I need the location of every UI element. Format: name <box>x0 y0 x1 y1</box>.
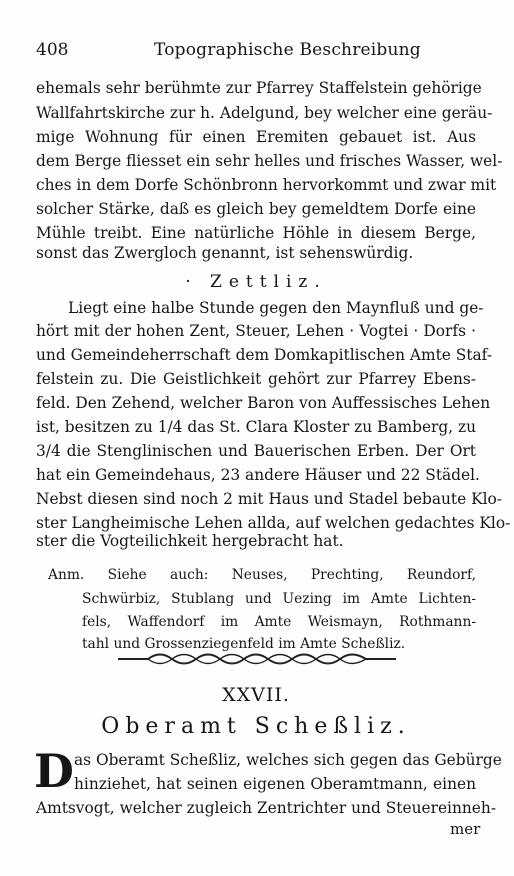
text-line: Mühle treibt. Eine natürliche Höhle in diesem Berge, <box>36 224 476 242</box>
ornamental-divider <box>118 652 396 666</box>
page-header <box>36 40 476 62</box>
drop-cap: D <box>34 744 74 798</box>
text-line: ches in dem Dorfe Schönbronn hervorkommt und zwar mit <box>36 176 497 194</box>
text-line: ehemals sehr berühmte zur Pfarrey Staffelstein gehörige <box>36 79 482 97</box>
text-line: hört mit der hohen Zent, Steuer, Lehen · Vogtei · Dorfs · <box>36 322 476 340</box>
text-line: Nebst diesen sind noch 2 mit Haus und Stadel bebaute Klo- <box>36 490 502 508</box>
text-line: hinziehet, hat seinen eigenen Oberamtmann, einen <box>74 775 476 793</box>
page-number: 408 <box>36 40 69 60</box>
text-line: felstein zu. Die Geistlichkeit gehört zur Pfarrey Ebens- <box>36 370 476 388</box>
text-line: und Gemeindeherrschaft dem Domkapitlischen Amte Staf- <box>36 346 493 364</box>
note-line: Anm. Siehe auch: Neuses, Prechting, Reundorf, <box>48 567 476 583</box>
text-line: mige Wohnung für einen Eremiten gebauet ist. Aus <box>36 128 476 146</box>
text-line: sonst das Zwergloch genannt, ist sehenswürdig. <box>36 244 414 262</box>
text-line: hat ein Gemeindehaus, 23 andere Häuser und 22 Städel. <box>36 466 480 484</box>
note-line: tahl und Grossenziegenfeld im Amte Scheßliz. <box>82 636 406 652</box>
text-line: ster Langheimische Lehen allda, auf welchen gedachtes Klo- <box>36 514 511 532</box>
section-heading: · Zettliz. <box>185 272 327 292</box>
text-line: ist, besitzen zu 1/4 das St. Clara Kloster zu Bamberg, zu <box>36 418 477 436</box>
text-line: solcher Stärke, daß es gleich bey gemeldtem Dorfe eine <box>36 200 476 218</box>
text-line: 3/4 die Stenglinischen und Bauerischen Erben. Der Ort <box>36 442 476 460</box>
text-line: ster die Vogteilichkeit hergebracht hat. <box>36 532 344 550</box>
text-line: Amtsvogt, welcher zugleich Zentrichter und Steuereinneh- <box>36 799 497 817</box>
catchword: mer <box>450 820 481 838</box>
chapter-number: XXVII. <box>222 684 290 706</box>
note-line: Schwürbiz, Stublang und Uezing im Amte Lichten- <box>82 591 476 607</box>
text-line: dem Berge fliesset ein sehr helles und frisches Wasser, wel- <box>36 152 503 170</box>
text-line: Liegt eine halbe Stunde gegen den Maynfluß und ge- <box>68 299 484 317</box>
running-head: Topographische Beschreibung <box>154 40 421 60</box>
note-line: fels, Waffendorf im Amte Weismayn, Rothmann- <box>82 614 476 630</box>
text-line: as Oberamt Scheßliz, welches sich gegen das Gebürge <box>74 751 502 769</box>
text-line: Wallfahrtskirche zur h. Adelgund, bey welcher eine geräu- <box>36 104 493 122</box>
chapter-title: Oberamt Scheßliz. <box>101 714 411 739</box>
text-line: feld. Den Zehend, welcher Baron von Auffessisches Lehen <box>36 394 491 412</box>
